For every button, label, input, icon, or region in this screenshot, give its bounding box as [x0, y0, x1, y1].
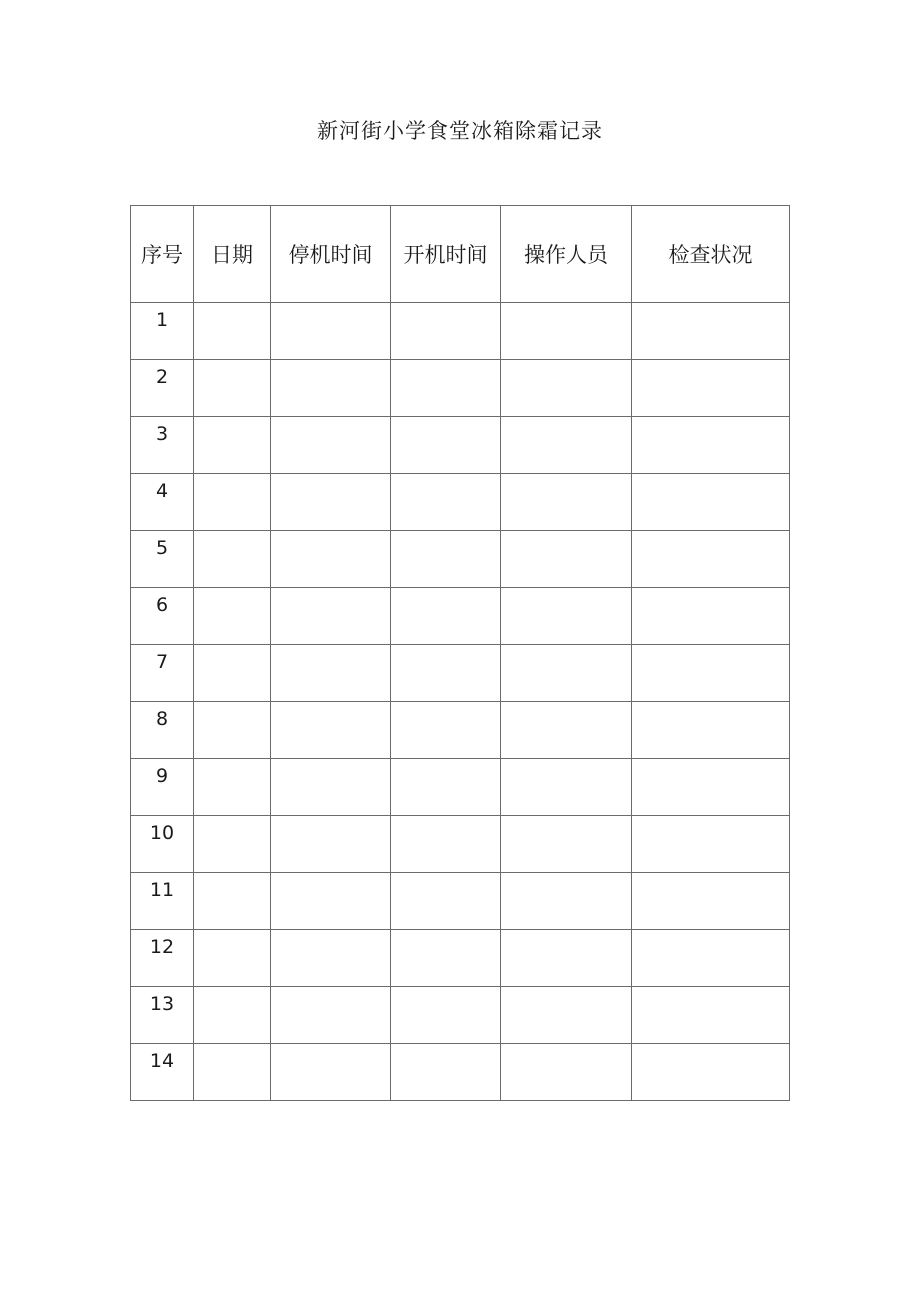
check-status-cell	[632, 759, 790, 816]
stop-time-cell	[271, 588, 391, 645]
header-check-status: 检查状况	[632, 206, 790, 303]
table-row	[131, 1044, 790, 1101]
date-cell	[194, 930, 271, 987]
start-time-cell	[391, 474, 501, 531]
check-status-cell	[632, 303, 790, 360]
table-row	[131, 759, 790, 816]
date-cell	[194, 702, 271, 759]
table-row	[131, 531, 790, 588]
seq-number: 11	[149, 879, 175, 901]
date-cell	[194, 873, 271, 930]
check-status-cell	[632, 360, 790, 417]
seq-cell	[131, 474, 194, 531]
check-status-cell	[632, 873, 790, 930]
seq-number: 9	[155, 765, 169, 787]
start-time-cell	[391, 645, 501, 702]
start-time-cell	[391, 930, 501, 987]
seq-cell	[131, 360, 194, 417]
table-row	[131, 303, 790, 360]
date-cell	[194, 360, 271, 417]
start-time-cell	[391, 1044, 501, 1101]
seq-cell	[131, 987, 194, 1044]
operator-cell	[501, 1044, 632, 1101]
seq-number: 14	[149, 1050, 175, 1072]
date-cell	[194, 987, 271, 1044]
operator-cell	[501, 930, 632, 987]
date-cell	[194, 303, 271, 360]
seq-cell	[131, 531, 194, 588]
date-cell	[194, 645, 271, 702]
stop-time-cell	[271, 816, 391, 873]
date-cell	[194, 531, 271, 588]
date-cell	[194, 474, 271, 531]
operator-cell	[501, 987, 632, 1044]
seq-cell	[131, 759, 194, 816]
check-status-cell	[632, 930, 790, 987]
seq-number: 6	[155, 594, 169, 616]
operator-cell	[501, 417, 632, 474]
defrost-record-table	[130, 205, 790, 1101]
seq-number: 7	[155, 651, 169, 673]
seq-cell	[131, 588, 194, 645]
seq-cell	[131, 303, 194, 360]
header-operator: 操作人员	[501, 206, 632, 303]
header-date: 日期	[194, 206, 271, 303]
stop-time-cell	[271, 987, 391, 1044]
seq-number: 3	[155, 423, 169, 445]
date-cell	[194, 588, 271, 645]
stop-time-cell	[271, 873, 391, 930]
page-title: 新河街小学食堂冰箱除霜记录	[317, 119, 603, 143]
date-cell	[194, 417, 271, 474]
table-row	[131, 987, 790, 1044]
seq-cell	[131, 702, 194, 759]
seq-cell	[131, 1044, 194, 1101]
stop-time-cell	[271, 474, 391, 531]
stop-time-cell	[271, 930, 391, 987]
seq-cell	[131, 930, 194, 987]
stop-time-cell	[271, 360, 391, 417]
start-time-cell	[391, 816, 501, 873]
start-time-cell	[391, 702, 501, 759]
seq-number: 1	[155, 309, 169, 331]
table-row	[131, 360, 790, 417]
stop-time-cell	[271, 759, 391, 816]
check-status-cell	[632, 1044, 790, 1101]
start-time-cell	[391, 417, 501, 474]
operator-cell	[501, 816, 632, 873]
operator-cell	[501, 702, 632, 759]
seq-cell	[131, 417, 194, 474]
table-row	[131, 816, 790, 873]
seq-cell	[131, 873, 194, 930]
check-status-cell	[632, 588, 790, 645]
stop-time-cell	[271, 645, 391, 702]
operator-cell	[501, 645, 632, 702]
stop-time-cell	[271, 1044, 391, 1101]
stop-time-cell	[271, 303, 391, 360]
table-header-row	[131, 206, 790, 303]
check-status-cell	[632, 531, 790, 588]
start-time-cell	[391, 987, 501, 1044]
table-row	[131, 873, 790, 930]
seq-number: 2	[155, 366, 169, 388]
start-time-cell	[391, 588, 501, 645]
operator-cell	[501, 360, 632, 417]
table-row	[131, 417, 790, 474]
seq-number: 10	[149, 822, 175, 844]
table-row	[131, 588, 790, 645]
header-start-time: 开机时间	[391, 206, 501, 303]
check-status-cell	[632, 417, 790, 474]
operator-cell	[501, 474, 632, 531]
start-time-cell	[391, 873, 501, 930]
seq-number: 5	[155, 537, 169, 559]
seq-cell	[131, 816, 194, 873]
date-cell	[194, 816, 271, 873]
header-seq: 序号	[131, 206, 194, 303]
table-row	[131, 645, 790, 702]
table-row	[131, 474, 790, 531]
seq-number: 8	[155, 708, 169, 730]
stop-time-cell	[271, 531, 391, 588]
start-time-cell	[391, 531, 501, 588]
stop-time-cell	[271, 702, 391, 759]
check-status-cell	[632, 702, 790, 759]
date-cell	[194, 1044, 271, 1101]
check-status-cell	[632, 645, 790, 702]
seq-number: 4	[155, 480, 169, 502]
seq-cell	[131, 645, 194, 702]
check-status-cell	[632, 987, 790, 1044]
start-time-cell	[391, 360, 501, 417]
header-stop-time: 停机时间	[271, 206, 391, 303]
operator-cell	[501, 873, 632, 930]
operator-cell	[501, 303, 632, 360]
start-time-cell	[391, 303, 501, 360]
seq-number: 12	[149, 936, 175, 958]
check-status-cell	[632, 474, 790, 531]
table-row	[131, 702, 790, 759]
date-cell	[194, 759, 271, 816]
start-time-cell	[391, 759, 501, 816]
stop-time-cell	[271, 417, 391, 474]
operator-cell	[501, 588, 632, 645]
operator-cell	[501, 759, 632, 816]
seq-number: 13	[149, 993, 175, 1015]
check-status-cell	[632, 816, 790, 873]
table-row	[131, 930, 790, 987]
operator-cell	[501, 531, 632, 588]
